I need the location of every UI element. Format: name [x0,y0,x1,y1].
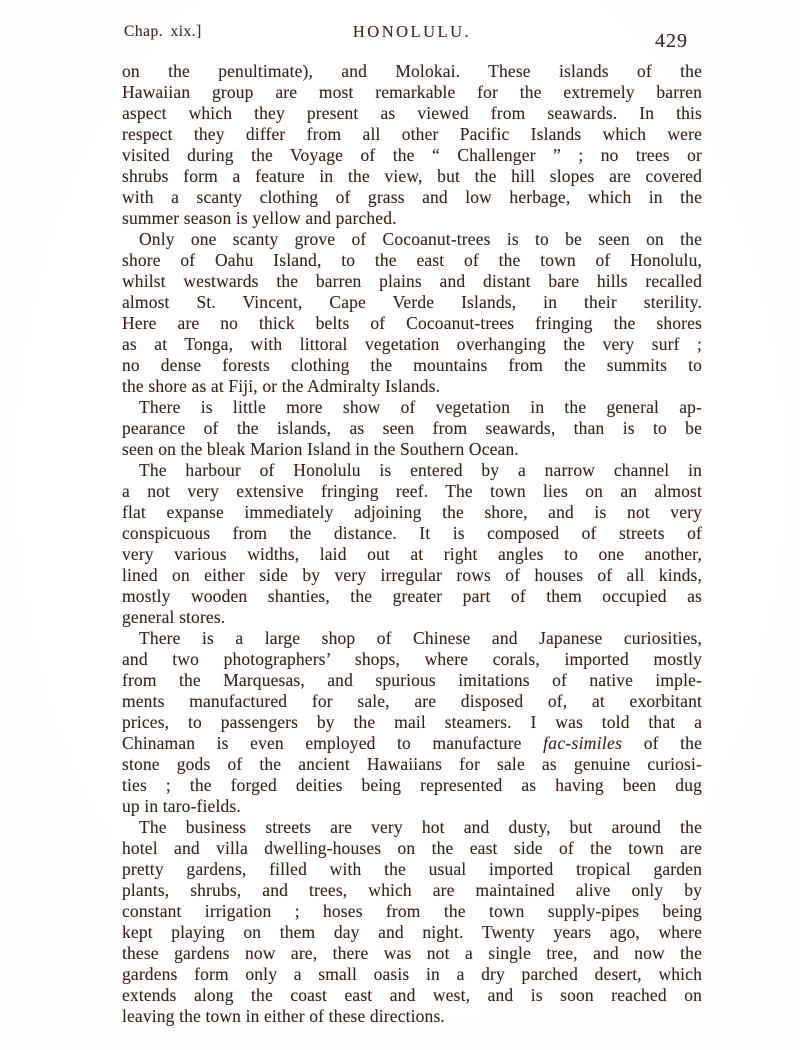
text-line: pearance of the islands, as seen from seawards, than is to be [122,418,702,438]
text-line: general stores. [122,607,226,627]
text-line: very various widths, laid out at right angles to one another, [122,544,702,564]
text-line: summer season is yellow and parched. [122,208,397,228]
text-line: a not very extensive fringing reef. The town lies on an almost [122,481,702,501]
text-line: Here are no thick belts of Cocoanut-trees fringing the shores [122,313,702,333]
running-title: HONOLULU. [352,22,472,41]
text-line: prices, to passengers by the mail steamers. I was told that a [122,712,702,732]
text-line: from the Marquesas, and spurious imitations of native imple- [122,670,702,690]
text-line: with a scanty clothing of grass and low herbage, which in the [122,187,702,207]
text-line: lined on either side by very irregular rows of houses of all kinds, [122,565,702,585]
text-line: ments manufactured for sale, are disposed of, at exorbitant [122,691,702,711]
text-line: The harbour of Honolulu is entered by a narrow channel in [139,460,702,480]
text-line: leaving the town in either of these directions. [122,1006,445,1026]
text-line: The business streets are very hot and dusty, but around the [139,817,702,837]
text-line: aspect which they present as viewed from seawards. In this [122,103,702,123]
text-line: seen on the bleak Marion Island in the Southern Ocean. [122,439,519,459]
text-line: Only one scanty grove of Cocoanut-trees is to be seen on the [139,229,702,249]
text-line: There is little more show of vegetation in the general ap- [139,397,702,417]
text-line: stone gods of the ancient Hawaiians for sale as genuine curiosi- [122,754,702,774]
chapter-label: Chap. xix.] [124,23,202,40]
text-line: pretty gardens, filled with the usual imported tropical garden [122,859,702,879]
text-line: There is a large shop of Chinese and Japanese curiosities, [139,628,702,648]
text-line: flat expanse immediately adjoining the shore, and is not very [122,502,702,522]
text-line: on the penultimate), and Molokai. These islands of the [122,61,702,81]
text-line: Hawaiian group are most remarkable for the extremely barren [122,82,702,102]
text-line: and two photographers’ shops, where corals, imported mostly [122,649,702,669]
text-line: as at Tonga, with littoral vegetation overhanging the very surf ; [122,334,702,354]
page-header [122,20,702,54]
text-line: kept playing on them day and night. Twenty years ago, where [122,922,702,942]
text-line: respect they differ from all other Pacific Islands which were [122,124,702,144]
text-line: almost St. Vincent, Cape Verde Islands, in their sterility. [122,292,702,312]
text-line: conspicuous from the distance. It is composed of streets of [122,523,702,543]
text-line: gardens form only a small oasis in a dry parched desert, which [122,964,702,984]
text-line: shrubs form a feature in the view, but the hill slopes are covered [122,166,702,186]
text-line: mostly wooden shanties, the greater part of them occupied as [122,586,702,606]
text-line: extends along the coast east and west, and is soon reached on [122,985,702,1005]
text-line: whilst westwards the barren plains and distant bare hills recalled [122,271,702,291]
text-line: up in taro-fields. [122,796,241,816]
text-line: constant irrigation ; hoses from the town supply-pipes being [122,901,702,921]
text-line: visited during the Voyage of the “ Challenger ” ; no trees or [122,145,702,165]
text-line: these gardens now are, there was not a single tree, and now the [122,943,702,963]
page-number: 429 [655,30,688,52]
page-body [122,61,702,1027]
text-line: no dense forests clothing the mountains from the summits to [122,355,702,375]
text-line: the shore as at Fiji, or the Admiralty Islands. [122,376,441,396]
text-line: plants, shrubs, and trees, which are maintained alive only by [122,880,702,900]
text-line: hotel and villa dwelling-houses on the east side of the town are [122,838,702,858]
text-line: Chinaman is even employed to manufacture fac-similes of the [122,733,702,753]
text-line: ties ; the forged deities being represented as having been dug [122,775,702,795]
text-line: shore of Oahu Island, to the east of the town of Honolulu, [122,250,702,270]
